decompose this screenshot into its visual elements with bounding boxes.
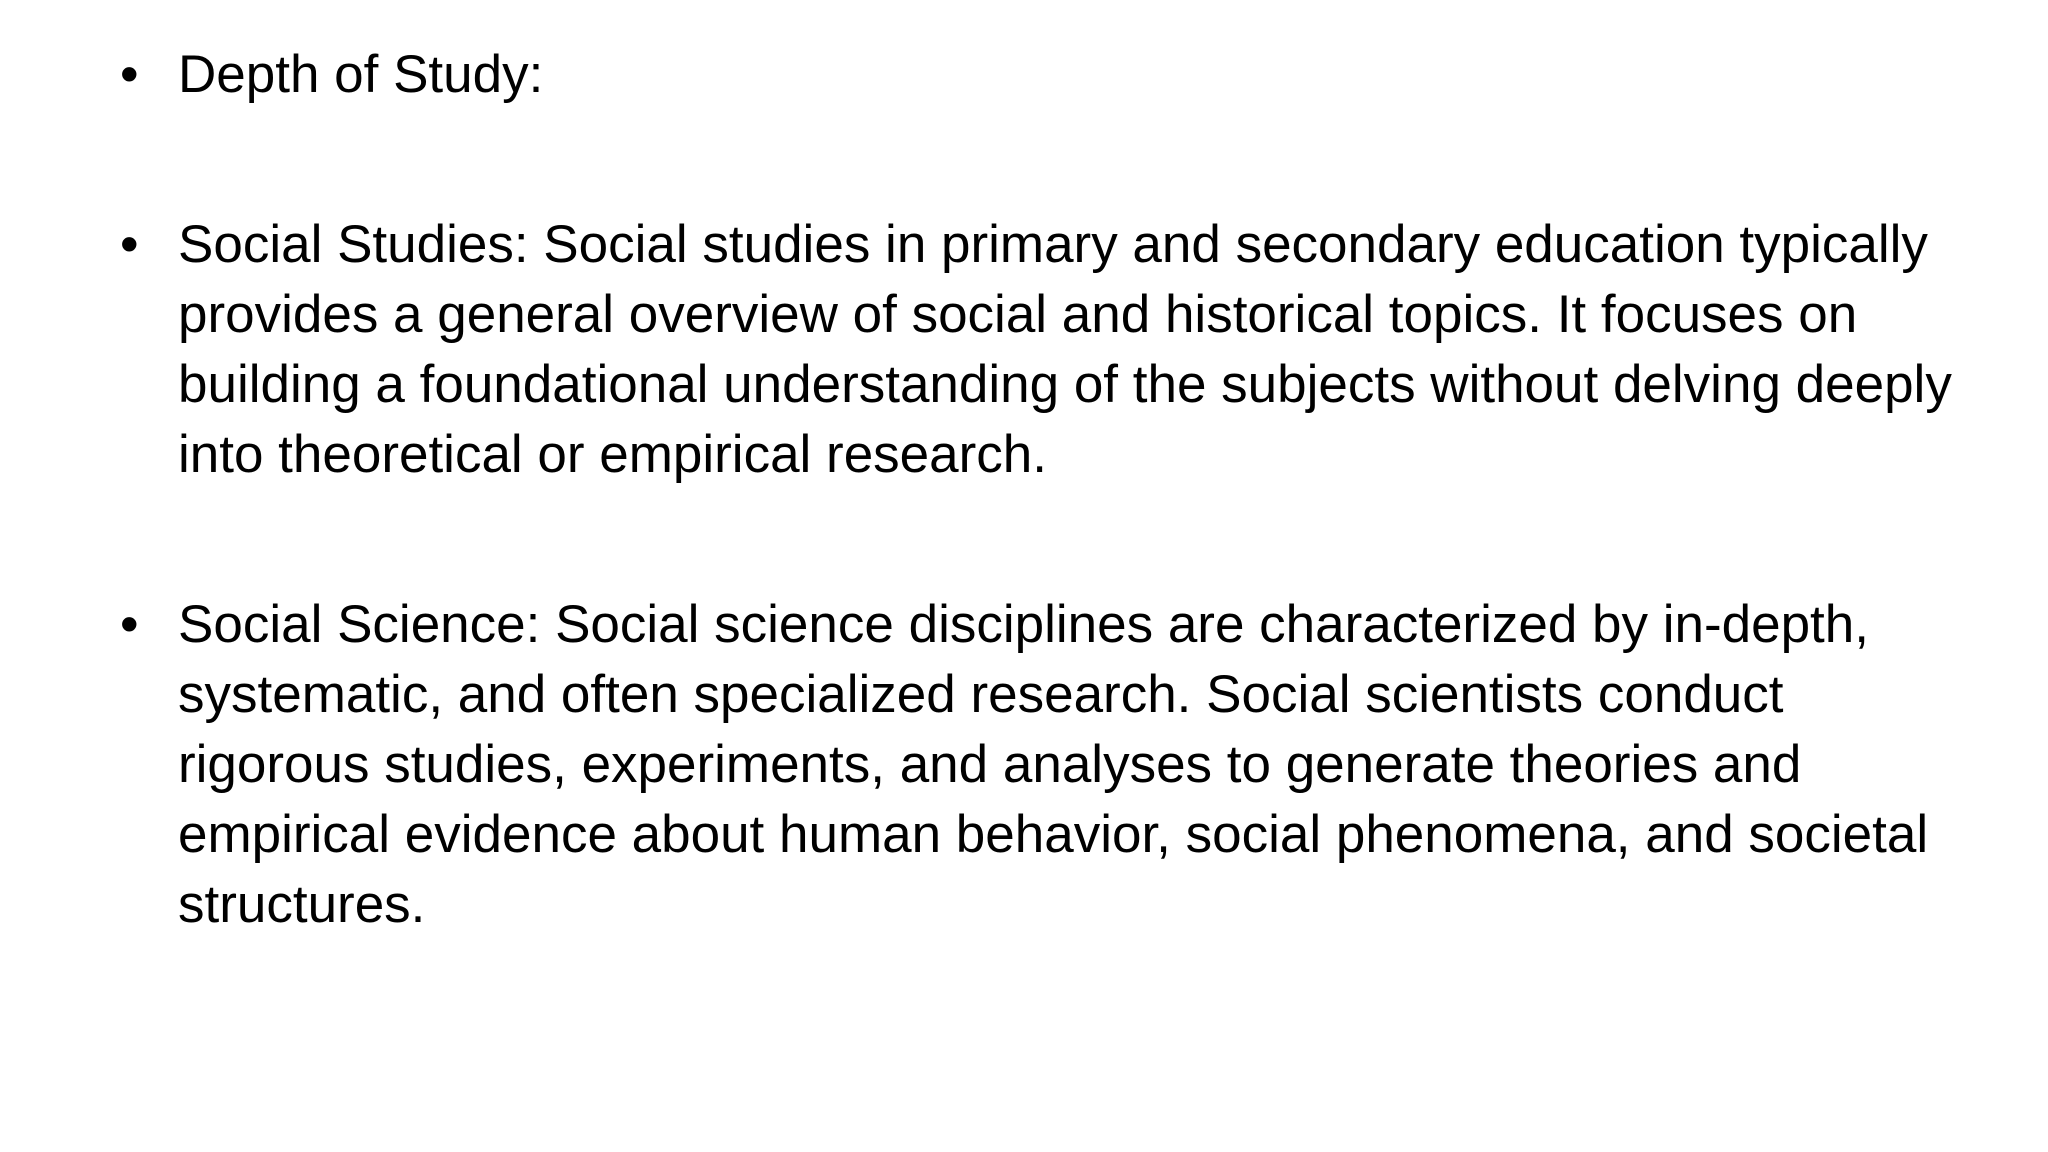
- bullet-item-social-studies: [120, 210, 1960, 490]
- bullet-text: Social Science: Social science disciplines are characterized by in-depth, systematic, and often specialized research. Social scientists conduct rigorous studies, experiments, and analyses to generate theories and empirical evidence about human behavior, social phenomena, and societal structures.: [178, 595, 1929, 934]
- bullet-dot: •: [120, 595, 139, 654]
- bullet-text: Depth of Study:: [178, 45, 544, 104]
- bullet-item-social-science: [120, 590, 1960, 940]
- bullet-item-depth-of-study: [120, 40, 1960, 110]
- bullet-list: [120, 40, 1960, 940]
- bullet-dot: •: [120, 215, 139, 274]
- bullet-text: Social Studies: Social studies in primary and secondary education typically provides a general overview of social and historical topics. It focuses on building a foundational understanding of the subjects without delving deeply into theoretical or empirical research.: [178, 215, 1952, 484]
- bullet-dot: •: [120, 45, 139, 104]
